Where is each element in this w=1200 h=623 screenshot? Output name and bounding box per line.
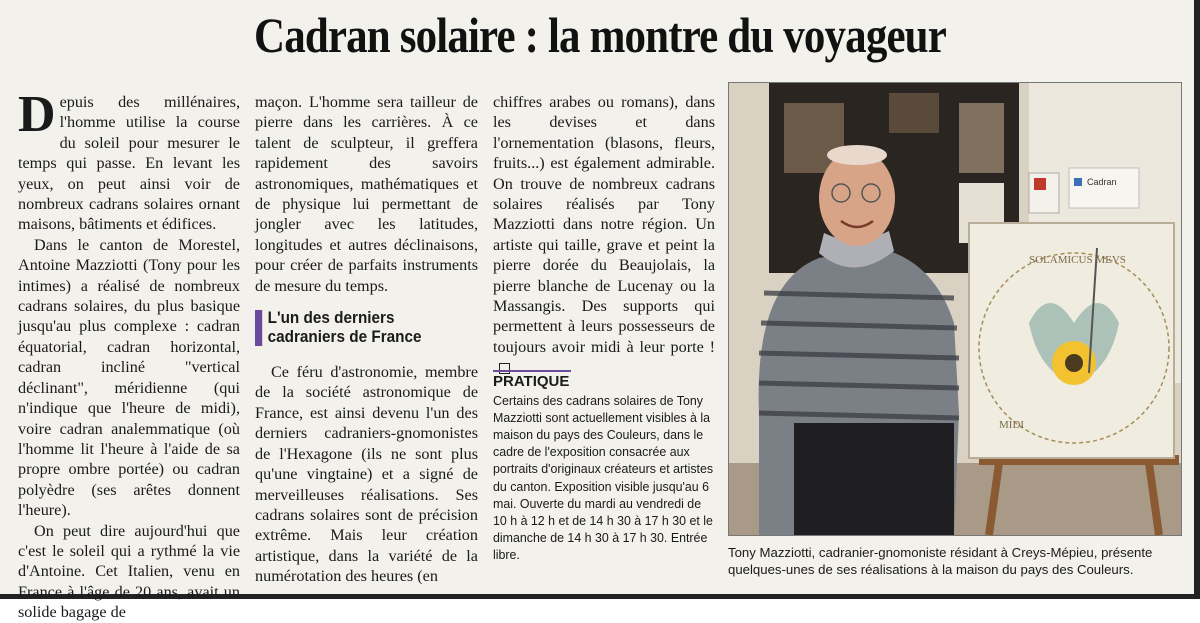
- subheading: [255, 308, 456, 346]
- photo-sundial-maker: [728, 82, 1182, 536]
- article-column-3: [493, 92, 715, 356]
- paragraph-chiffres: [493, 92, 715, 378]
- article-column-2: [255, 92, 478, 586]
- dial-midi-label: MIDI: [999, 419, 1025, 431]
- pratique-text: Certains des cadrans solaires de Tony Mazziotti sont actuellement visibles à la maison du pays des Couleurs, dans le cadre de l'exposition consacrée aux portraits d'originaux créateurs et artistes du canton. Exposition visible jusqu'au 6 mai. Ouverte du mardi au vendredi de 10 h à 12 h et de 14 h 30 à 17 h 30 et le dimanche de 14 h 30 à 17 h 30. Entrée libre.: [493, 393, 714, 562]
- photo-caption: Tony Mazziotti, cadranier-gnomoniste résidant à Creys-Mépieu, présente quelques-unes de ses réalisations à la maison du pays des Couleurs.: [728, 545, 1153, 577]
- article-column-1: [18, 86, 240, 622]
- headline: Cadran solaire : la montre du voyageur: [254, 7, 946, 63]
- dial-motto: SOLAMICUS MEVS: [1029, 254, 1126, 266]
- pratique-label: PRATIQUE: [493, 370, 571, 390]
- paragraph-intro-text: epuis des millénaires, l'homme utilise la course du soleil pour mesurer le temps qui passe. En levant les yeux, on peut ainsi voir de nombreux cadrans solaires ornant maisons, bâtiments et édifices.: [18, 93, 240, 234]
- paragraph-morestel: Dans le canton de Morestel, Antoine Mazziotti (Tony pour les intimes) a réalisé de nombreux cadrans solaires, du plus basique jusqu'au plus complexe : cadran équatorial, cadran horizontal, cadran incliné "vertical déclinant", méridienne (qui n'indique que l'heure de midi), voire cadran analemmatique (où l'homme lit l'heure à l'aide de sa propre ombre portée) ou cadran polyèdre (ses arêtes donnent l'heure).: [18, 235, 240, 520]
- subheading-accent-bar: [255, 310, 262, 346]
- paragraph-macon: maçon. L'homme sera tailleur de pierre dans les carrières. À ce talent de sculpteur, il greffera rapidement des savoirs astronomiques, mathématiques et de physique lui permettant de jongler avec les latitudes, longitudes et autres déclinaisons, pour créer de parfaits instruments de mesure du temps.: [255, 93, 478, 295]
- photo-illustration: [729, 83, 1181, 535]
- paragraph-intro: [18, 86, 240, 235]
- subheading-text: L'un des derniers cadraniers de France: [267, 308, 422, 347]
- paragraph-astronomie: Ce féru d'astronomie, membre de la société astronomique de France, est ainsi devenu l'un des derniers cadraniers-gnomonistes de l'Hexagone (ils ne sont plus qu'une vingtaine) et a signé de merveilleuses réalisations. Ses cadrans solaires sont de précision extrême. Mais leur création artistique, dans la variété de la numérotation des heures (en: [255, 363, 478, 586]
- paragraph-chiffres-text: chiffres arabes ou romans), dans les devises et dans l'ornementation (blasons, fleurs, fruits...) est également admirable. On trouve de nombreux cadrans solaires réalisés par Tony Mazziotti dans notre région. Un artiste qui taille, grave et peint la pierre dorée du Beaujolais, la pierre blanche de Lucenay ou la Massangis. Des supports qui permettent à leurs possesseurs de toujours avoir midi à leur porte !: [493, 93, 715, 356]
- drop-cap: D: [18, 86, 56, 143]
- paragraph-italien: On peut dire aujourd'hui que c'est le soleil qui a rythmé la vie d'Antoine. Cet Italien, venu en France à l'âge de 20 ans, avait un solide bagage de: [18, 521, 240, 622]
- pratique-box: [493, 370, 715, 585]
- wall-sign-text: Cadran: [1087, 177, 1117, 187]
